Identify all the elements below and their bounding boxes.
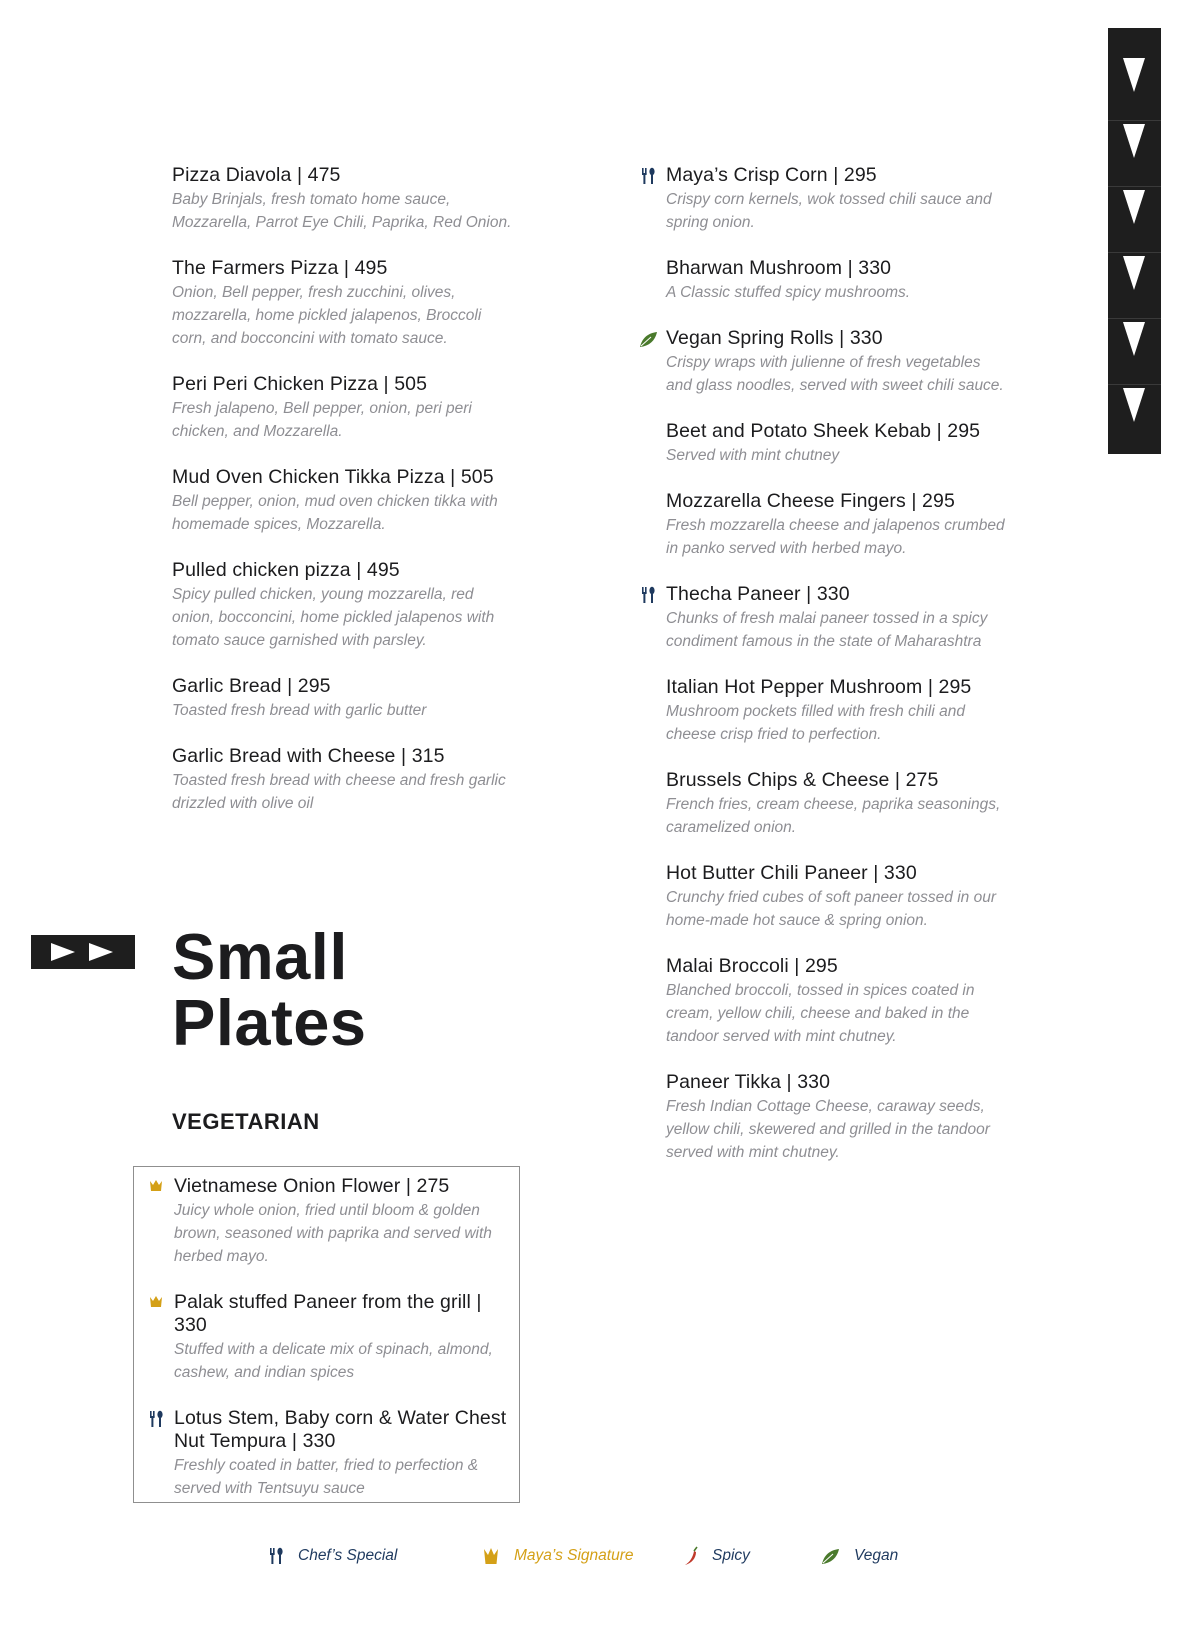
menu-item-name: Mozzarella Cheese Fingers | 295 (666, 490, 955, 512)
chili-icon (682, 1545, 700, 1567)
menu-item-name: Hot Butter Chili Paneer | 330 (666, 862, 917, 884)
divider (1108, 252, 1161, 253)
menu-item (666, 769, 1006, 839)
legend-item-chef-special (266, 1545, 397, 1567)
triangle-down-icon (1123, 322, 1145, 356)
menu-item-name: Paneer Tikka | 330 (666, 1071, 831, 1093)
menu-item-name: Thecha Paneer | 330 (666, 583, 850, 605)
menu-item (174, 1291, 509, 1384)
triangle-down-icon (1123, 256, 1145, 290)
legend (0, 1545, 1187, 1575)
chef-special-icon (638, 584, 658, 606)
menu-item-name: Garlic Bread | 295 (172, 675, 331, 697)
menu-item-description: Crispy corn kernels, wok tossed chili sauce and spring onion. (666, 191, 992, 231)
menu-item-description: Stuffed with a delicate mix of spinach, almond, cashew, and indian spices (174, 1341, 493, 1381)
menu-item-description: Freshly coated in batter, fried to perfection & served with Tentsuyu sauce (174, 1457, 479, 1497)
menu-item (666, 862, 1006, 932)
menu-item (172, 745, 512, 815)
menu-item-description: A Classic stuffed spicy mushrooms. (666, 284, 911, 301)
divider (1108, 186, 1161, 187)
legend-label: Maya’s Signature (514, 1547, 634, 1564)
section-subtitle: VEGETARIAN (172, 1109, 320, 1134)
menu-item (666, 583, 1006, 653)
menu-item-name: Pizza Diavola | 475 (172, 164, 341, 186)
triangle-down-icon (1123, 190, 1145, 224)
small-plates-list (666, 164, 1006, 1187)
leaf-icon (818, 1545, 842, 1567)
menu-item (666, 420, 1006, 467)
menu-item-description: Fresh mozzarella cheese and jalapenos crumbed in panko served with herbed mayo. (666, 517, 1005, 557)
vegetarian-highlight-list (174, 1175, 509, 1523)
menu-item-description: Fresh Indian Cottage Cheese, caraway seeds, yellow chili, skewered and grilled in the tandoor served with mint chutney. (666, 1098, 990, 1161)
chef-special-icon (266, 1545, 286, 1567)
menu-item-name: Italian Hot Pepper Mushroom | 295 (666, 676, 972, 698)
section-index-tab (1108, 28, 1161, 454)
section-marker (31, 935, 135, 969)
menu-item-description: Served with mint chutney (666, 447, 840, 464)
triangle-down-icon (1123, 388, 1145, 422)
legend-item-vegan (818, 1545, 898, 1567)
menu-item-name: Lotus Stem, Baby corn & Water Chest Nut Tempura | 330 (174, 1407, 507, 1452)
menu-item-description: Fresh jalapeno, Bell pepper, onion, peri peri chicken, and Mozzarella. (172, 400, 472, 440)
menu-item-description: Spicy pulled chicken, young mozzarella, red onion, bocconcini, home pickled jalapenos with tomato sauce garnished with parsley. (172, 586, 495, 649)
menu-item (666, 1071, 1006, 1164)
menu-item-description: Toasted fresh bread with cheese and fresh garlic drizzled with olive oil (172, 772, 506, 812)
menu-item-description: Bell pepper, onion, mud oven chicken tikka with homemade spices, Mozzarella. (172, 493, 498, 533)
menu-item (666, 955, 1006, 1048)
menu-item-name: Garlic Bread with Cheese | 315 (172, 745, 445, 767)
menu-item (172, 373, 512, 443)
menu-item (172, 257, 512, 350)
section-title-line: Plates (172, 986, 367, 1059)
section-title-line: Small (172, 920, 348, 993)
menu-item (172, 559, 512, 652)
menu-item-name: Brussels Chips & Cheese | 275 (666, 769, 939, 791)
triangle-right-icon (89, 943, 113, 961)
menu-item (666, 490, 1006, 560)
menu-item (172, 675, 512, 722)
triangle-right-icon (51, 943, 75, 961)
leaf-icon (638, 328, 658, 350)
menu-item-name: Pulled chicken pizza | 495 (172, 559, 400, 581)
menu-item (172, 164, 512, 234)
menu-item (666, 257, 1006, 304)
legend-item-signature (480, 1545, 633, 1567)
divider (1108, 120, 1161, 121)
legend-item-spicy (682, 1545, 750, 1567)
menu-item-description: Blanched broccoli, tossed in spices coated in cream, yellow chili, cheese and baked in the tandoor served with mint chutney. (666, 982, 975, 1045)
menu-item-name: Vietnamese Onion Flower | 275 (174, 1175, 450, 1197)
legend-label: Spicy (712, 1547, 750, 1564)
menu-item-description: Toasted fresh bread with garlic butter (172, 702, 427, 719)
menu-item (666, 164, 1006, 234)
menu-item (666, 327, 1006, 397)
divider (1108, 384, 1161, 385)
triangle-down-icon (1123, 58, 1145, 92)
divider (1108, 318, 1161, 319)
menu-item-name: Palak stuffed Paneer from the grill | 330 (174, 1291, 482, 1336)
menu-item (666, 676, 1006, 746)
chef-special-icon (638, 165, 658, 187)
legend-label: Chef’s Special (298, 1547, 398, 1564)
menu-item-name: The Farmers Pizza | 495 (172, 257, 388, 279)
menu-item (174, 1175, 509, 1268)
signature-crown-icon (146, 1176, 166, 1198)
signature-crown-icon (480, 1545, 502, 1567)
menu-item (172, 466, 512, 536)
menu-item-name: Peri Peri Chicken Pizza | 505 (172, 373, 428, 395)
menu-item-description: Onion, Bell pepper, fresh zucchini, olives, mozzarella, home pickled jalapenos, Broccoli corn, and bocconcini with tomato sauce. (172, 284, 482, 347)
menu-item-description: Crunchy fried cubes of soft paneer tossed in our home-made hot sauce & spring onion. (666, 889, 996, 929)
menu-item-description: French fries, cream cheese, paprika seasonings, caramelized onion. (666, 796, 1001, 836)
menu-item-name: Mud Oven Chicken Tikka Pizza | 505 (172, 466, 494, 488)
menu-item (174, 1407, 509, 1500)
menu-item-description: Crispy wraps with julienne of fresh vegetables and glass noodles, served with sweet chili sauce. (666, 354, 1004, 394)
menu-item-description: Baby Brinjals, fresh tomato home sauce, Mozzarella, Parrot Eye Chili, Paprika, Red Onion. (172, 191, 512, 231)
menu-item-description: Mushroom pockets filled with fresh chili and cheese crisp fried to perfection. (666, 703, 965, 743)
menu-item-name: Vegan Spring Rolls | 330 (666, 327, 883, 349)
section-title (172, 920, 367, 1059)
chef-special-icon (146, 1408, 166, 1430)
triangle-down-icon (1123, 124, 1145, 158)
menu-item-name: Malai Broccoli | 295 (666, 955, 838, 977)
menu-item-name: Beet and Potato Sheek Kebab | 295 (666, 420, 981, 442)
signature-crown-icon (146, 1292, 166, 1314)
pizza-list (172, 164, 512, 838)
menu-item-description: Juicy whole onion, fried until bloom & golden brown, seasoned with paprika and served with herbed mayo. (174, 1202, 492, 1265)
legend-label: Vegan (854, 1547, 899, 1564)
menu-item-name: Maya’s Crisp Corn | 295 (666, 164, 877, 186)
menu-item-description: Chunks of fresh malai paneer tossed in a spicy condiment famous in the state of Maharashtra (666, 610, 988, 650)
menu-item-name: Bharwan Mushroom | 330 (666, 257, 892, 279)
